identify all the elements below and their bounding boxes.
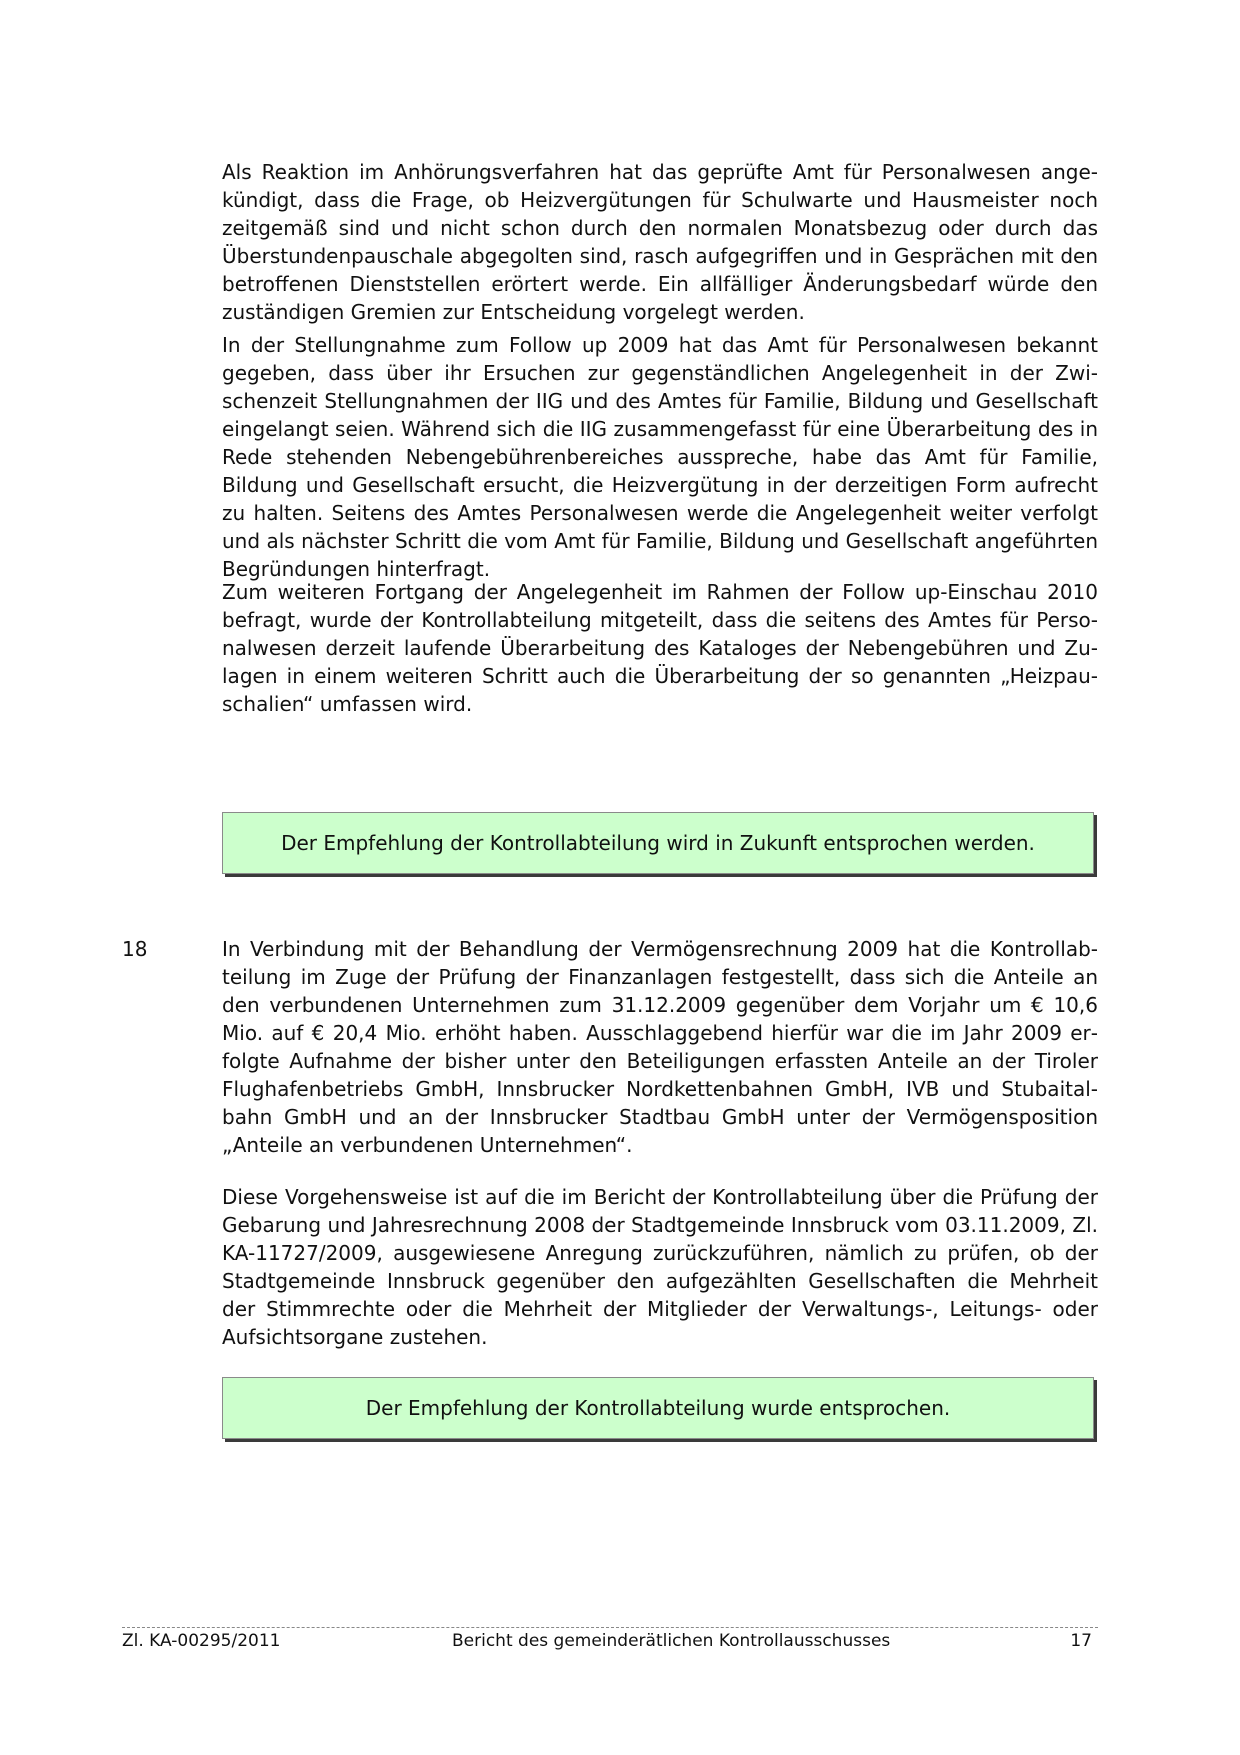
paragraph-weiterer-fortgang: Zum weiteren Fortgang der Angelegenheit im Rahmen der Follow up-Einschau 2010 befragt, wurde der Kontrollabteilung mitgeteilt, dass die seitens des Amtes für Personalwesen derzeit laufende Überarbeitung des Kataloges der Nebengebühren und Zulagen in einem weiteren Schritt auch die Überarbeitung der so genannten „Heizpauschalien“ umfassen wird. — [222, 580, 1098, 716]
recommendation-box-fulfilled-text: Der Empfehlung der Kontrollabteilung wurde entsprochen. — [365, 1396, 951, 1420]
recommendation-box-future-text: Der Empfehlung der Kontrollabteilung wird in Zukunft entsprochen werden. — [281, 831, 1035, 855]
recommendation-box-future — [222, 812, 1094, 874]
footer-divider — [122, 1627, 1098, 1628]
section-number: 18 — [122, 937, 148, 961]
footer-title: Bericht des gemeinderätlichen Kontrollausschusses — [452, 1631, 891, 1651]
paragraph-vorgehensweise: Diese Vorgehensweise ist auf die im Bericht der Kontrollabteilung über die Prüfung der Gebarung und Jahresrechnung 2008 der Stadtgemeinde Innsbruck vom 03.11.2009, Zl. KA-11727/2009, ausgewiesene Anregung zurückzuführen, nämlich zu prüfen, ob der Stadtgemeinde Innsbruck gegenüber den aufgezählten Gesellschaften die Mehrheit der Stimmrechte oder die Mehrheit der Mitglieder der Verwaltungs-, Leitungs- oder Aufsichtsorgane zustehen. — [222, 1185, 1098, 1349]
paragraph-stellungnahme-follow-up: In der Stellungnahme zum Follow up 2009 hat das Amt für Personalwesen bekannt gegeben, dass über ihr Ersuchen zur gegenständlichen Angelegenheit in der Zwischenzeit Stellungnahmen der IIG und des Amtes für Familie, Bildung und Gesellschaft eingelangt seien. Während sich die IIG zusammengefasst für eine Überarbeitung des in Rede stehenden Nebengebührenbereiches ausspreche, habe das Amt für Familie, Bildung und Gesellschaft ersucht, die Heizvergütung in der derzeitigen Form aufrecht zu halten. Seitens des Amtes Personalwesen werde die Angelegenheit weiter verfolgt und als nächster Schritt die vom Amt für Familie, Bildung und Gesellschaft angeführten Begründungen hinterfragt. — [222, 333, 1098, 581]
footer-reference: Zl. KA-00295/2011 — [122, 1631, 281, 1651]
paragraph-reaktion-anhoerungsverfahren: Als Reaktion im Anhörungsverfahren hat das geprüfte Amt für Personalwesen angekündigt, dass die Frage, ob Heizvergütungen für Schulwarte und Hausmeister noch zeitgemäß sind und nicht schon durch den normalen Monatsbezug oder durch das Überstundenpauschale abgegolten sind, rasch aufgegriffen und in Gesprächen mit den betroffenen Dienststellen erörtert werde. Ein allfälliger Änderungsbedarf würde den zuständigen Gremien zur Entscheidung vorgelegt werden. — [222, 160, 1098, 324]
page-number: 17 — [1070, 1631, 1092, 1651]
paragraph-vermoegensrechnung: In Verbindung mit der Behandlung der Vermögensrechnung 2009 hat die Kontrollabteilung im Zuge der Prüfung der Finanzanlagen festgestellt, dass sich die Anteile an den verbundenen Unternehmen zum 31.12.2009 gegenüber dem Vorjahr um € 10,6 Mio. auf € 20,4 Mio. erhöht haben. Ausschlaggebend hierfür war die im Jahr 2009 erfolgte Aufnahme der bisher unter den Beteiligungen erfassten Anteile an der Tiroler Flughafenbetriebs GmbH, Innsbrucker Nordkettenbahnen GmbH, IVB und Stubaitalbahn GmbH und an der Innsbrucker Stadtbau GmbH unter der Vermögensposition „Anteile an verbundenen Unternehmen“. — [222, 937, 1098, 1157]
recommendation-box-fulfilled — [222, 1377, 1094, 1439]
